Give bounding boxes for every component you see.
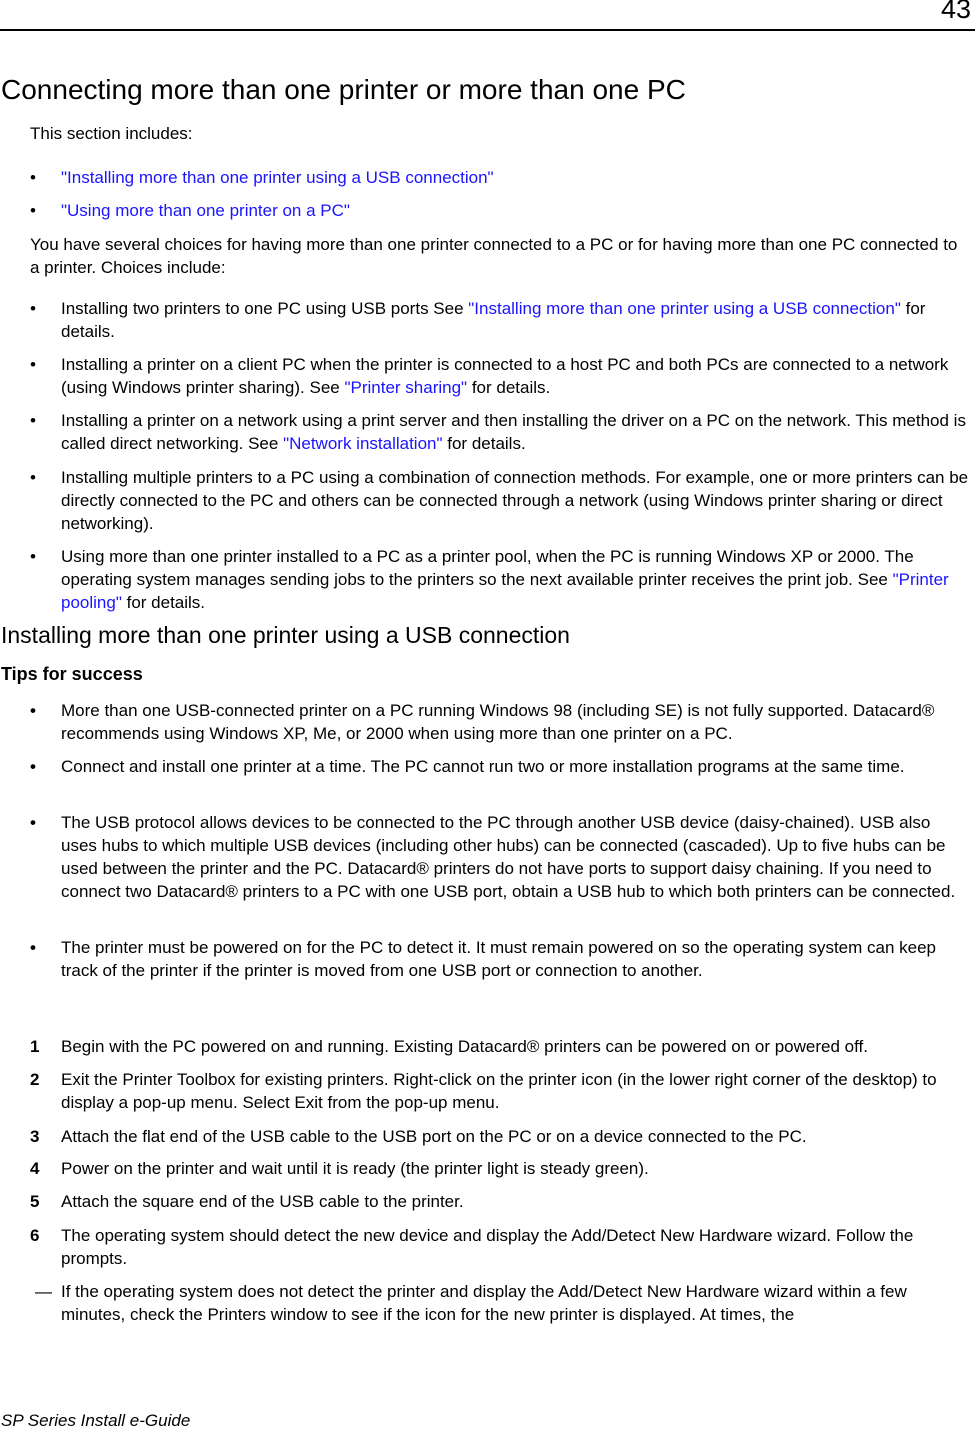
- step-number: 2: [30, 1070, 40, 1089]
- bullet-icon: •: [30, 938, 36, 957]
- tip-item: [30, 755, 970, 778]
- step-item: [30, 1068, 970, 1114]
- choices-intro: You have several choices for having more than one printer connected to a PC or for having more than one PC connected to a printer. Choices include:: [30, 235, 958, 277]
- choice-text-tail: for details.: [442, 434, 526, 453]
- dash-marker: —: [35, 1282, 52, 1301]
- tip-item: [30, 936, 970, 982]
- tip-text: The USB protocol allows devices to be connected to the PC through another USB device (daisy-chained). USB also uses hubs to which multiple USB devices (including other hubs) can be connected (cascaded). Up to five hubs can be used between the printer and the PC. Datacard® printers do not have ports to support daisy chaining. If you need to connect two Datacard® printers to a PC with one USB port, obtain a USB hub to which both printers can be connected.: [61, 813, 956, 901]
- tip-text: Connect and install one printer at a time. The PC cannot run two or more installation programs at the same time.: [61, 757, 905, 776]
- choice-text: Installing a printer on a client PC when the printer is connected to a host PC and both PCs are connected to a network (using Windows printer sharing). See: [61, 355, 949, 397]
- choice-item: [30, 297, 970, 343]
- step-number: 6: [30, 1226, 40, 1245]
- tip-text: More than one USB-connected printer on a PC running Windows 98 (including SE) is not fully supported. Datacard® recommends using Windows XP, Me, or 2000 when using more than one printer on a PC.: [61, 701, 935, 743]
- toc-link-pc[interactable]: "Using more than one printer on a PC": [61, 201, 350, 220]
- step-item: [30, 1224, 970, 1270]
- step-number: 1: [30, 1037, 40, 1056]
- tip-item: [30, 811, 970, 903]
- step-number: 4: [30, 1159, 40, 1178]
- choice-text: Using more than one printer installed to a PC as a printer pool, when the PC is running Windows XP or 2000. The operating system manages sending jobs to the printers so the next available printer receives the print job. See: [61, 547, 914, 589]
- step-text: Exit the Printer Toolbox for existing printers. Right-click on the printer icon (in the lower right corner of the desktop) to display a pop-up menu. Select Exit from the pop-up menu.: [61, 1070, 937, 1112]
- step-number: 3: [30, 1127, 40, 1146]
- link-usb-connection[interactable]: "Installing more than one printer using a USB connection": [468, 299, 901, 318]
- choice-text-tail: for details.: [61, 299, 926, 341]
- choice-text: Installing a printer on a network using a print server and then installing the driver on a PC on the network. This method is called direct networking. See: [61, 411, 966, 453]
- link-printer-pooling[interactable]: "Printer pooling": [61, 570, 949, 612]
- bullet-icon: •: [30, 299, 36, 318]
- step-note: [30, 1280, 970, 1326]
- choice-item: [30, 545, 970, 614]
- choice-text-tail: for details.: [121, 593, 206, 612]
- bullet-icon: •: [30, 701, 36, 720]
- step-text: Attach the square end of the USB cable to the printer.: [61, 1192, 464, 1211]
- tips-heading: Tips for success: [1, 664, 143, 684]
- toc-item[interactable]: [30, 166, 970, 189]
- choice-item: [30, 466, 970, 535]
- step-text: Attach the flat end of the USB cable to the USB port on the PC or on a device connected to the PC.: [61, 1127, 807, 1146]
- page-title: Connecting more than one printer or more than one PC: [1, 74, 686, 105]
- note-text: If the operating system does not detect the printer and display the Add/Detect New Hardware wizard within a few minutes, check the Printers window to see if the icon for the new printer is displayed. At times, the: [61, 1282, 907, 1324]
- step-text: The operating system should detect the new device and display the Add/Detect New Hardware wizard. Follow the prompts.: [61, 1226, 914, 1268]
- choice-text: Installing two printers to one PC using USB ports See: [61, 299, 469, 318]
- step-text: Power on the printer and wait until it is ready (the printer light is steady green).: [61, 1159, 649, 1178]
- section-title: Installing more than one printer using a USB connection: [1, 622, 570, 648]
- choice-text-tail: for details.: [467, 378, 551, 397]
- choice-item: [30, 409, 970, 455]
- bullet-icon: •: [30, 468, 36, 487]
- toc-link-usb[interactable]: "Installing more than one printer using a USB connection": [61, 168, 494, 187]
- step-text: Begin with the PC powered on and running. Existing Datacard® printers can be powered on or powered off.: [61, 1037, 868, 1056]
- step-item: [30, 1035, 970, 1058]
- step-item: [30, 1157, 970, 1180]
- bullet-icon: •: [30, 547, 36, 566]
- toc-item[interactable]: [30, 199, 970, 222]
- bullet-icon: •: [30, 813, 36, 832]
- header-rule: [0, 29, 975, 31]
- intro-text: This section includes:: [30, 124, 193, 143]
- bullet-icon: •: [30, 355, 36, 374]
- step-number: 5: [30, 1192, 40, 1211]
- choice-item: [30, 353, 970, 399]
- bullet-icon: •: [30, 757, 36, 776]
- tip-item: [30, 699, 970, 745]
- footer-text: SP Series Install e-Guide: [1, 1411, 191, 1430]
- bullet-icon: •: [30, 411, 36, 430]
- link-printer-sharing[interactable]: "Printer sharing": [344, 378, 468, 397]
- step-item: [30, 1125, 970, 1148]
- step-item: [30, 1190, 970, 1213]
- choice-text: Installing multiple printers to a PC using a combination of connection methods. For example, one or more printers can be directly connected to the PC and others can be connected through a network (using Windows printer sharing or direct networking).: [61, 468, 969, 533]
- page-number: 43: [940, 0, 971, 24]
- bullet-icon: •: [30, 168, 36, 187]
- tip-text: The printer must be powered on for the PC to detect it. It must remain powered on so the operating system can keep track of the printer if the printer is moved from one USB port or connection to another.: [61, 938, 937, 980]
- bullet-icon: •: [30, 201, 36, 220]
- link-network-installation[interactable]: "Network installation": [283, 434, 443, 453]
